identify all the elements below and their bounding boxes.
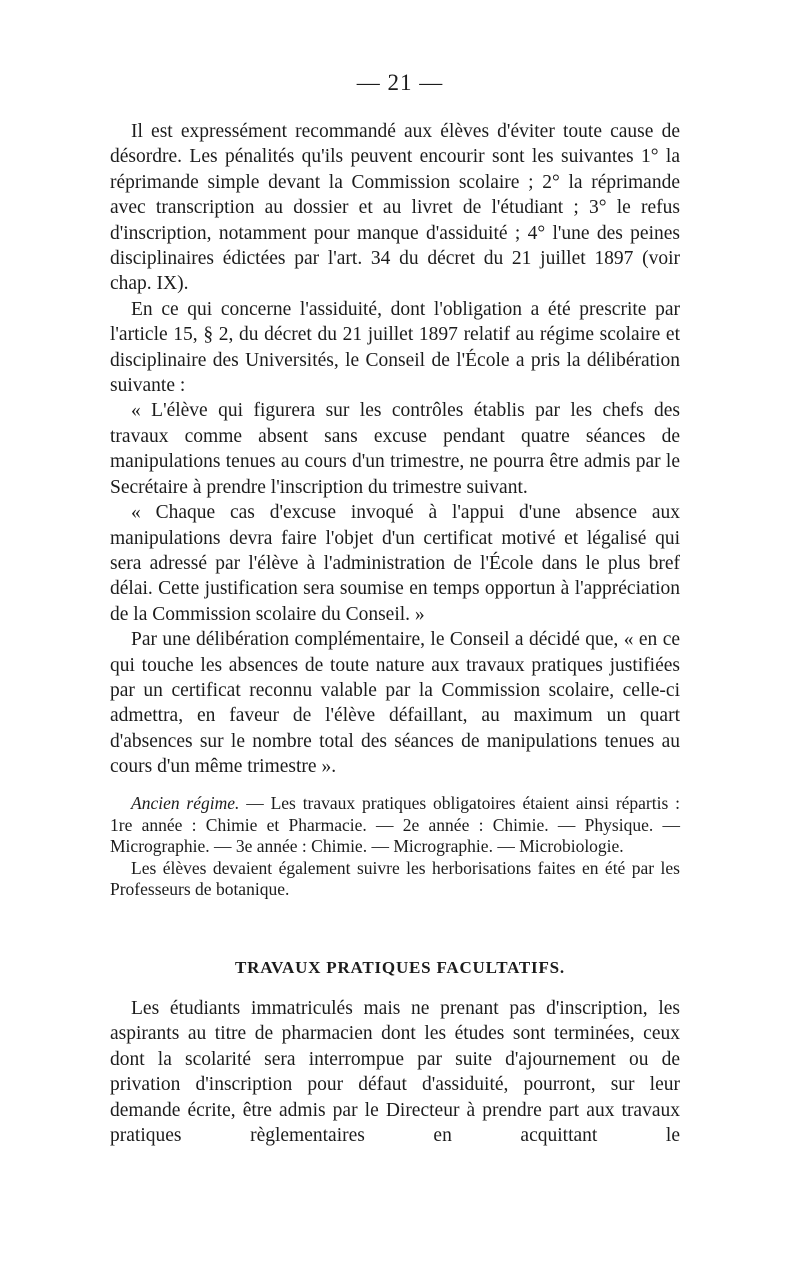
note-paragraph — [110, 793, 680, 858]
note-second-paragraph: Les élèves devaient également suivre les herborisations faites en été par les Professeurs de botanique. — [110, 857, 680, 899]
note-label: Ancien régime. — [131, 793, 240, 813]
paragraph-deliberation-quote-1: « L'élève qui figurera sur les contrôles établis par les chefs des travaux comme absent sans excuse pendant quatre séances de manipulations tenues au cours d'un trimestre, ne pourra être admis par le Secrétaire à prendre l'inscription du trimestre suivant. — [110, 400, 680, 498]
note-ancien-regime — [110, 793, 680, 901]
paragraph-penalties: Il est expressément recommandé aux élèves d'éviter toute cause de désordre. Les pénalités qu'ils peuvent encourir sont les suivantes 1° la réprimande simple devant la Commission scolaire ; 2° la réprimande avec transcription au dossier et au livret de l'étudiant ; 3° le refus d'inscription, notamment pour manque d'assiduité ; 4° l'une des peines disciplinaires édictées par l'art. 34 du décret du 21 juillet 1897 (voir chap. IX). — [110, 121, 680, 295]
section-text — [110, 996, 680, 1148]
note-text: — Les travaux pratiques obligatoires étaient ainsi répartis : 1re année : Chimie et Pharmacie. — 2e année : Chimie. — Physique. — Micrographie. — 3e année : Chimie. — Micrographie. — Microbiologie. — [110, 793, 680, 856]
paragraph-complementary: Par une délibération complémentaire, le Conseil a décidé que, « en ce qui touche les absences de toute nature aux travaux pratiques justifiées par un certificat reconnu valable par la Commission scolaire, celle-ci admettra, en faveur de l'élève défaillant, au maximum un quart d'absences sur le nombre total des séances de manipulations tenues au cours d'un même trimestre ». — [110, 629, 680, 778]
section-title: TRAVAUX PRATIQUES FACULTATIFS. — [235, 958, 565, 977]
main-text — [110, 119, 680, 780]
page-number: — 21 — — [356, 70, 444, 95]
paragraph-facultatifs: Les étudiants immatriculés mais ne prenant pas d'inscription, les aspirants au titre de pharmacien dont les études sont terminées, ceux dont la scolarité sera interrompue par suite d'ajournement ou de privation d'inscription pour défaut d'assiduité, pourront, sur leur demande écrite, être admis par le Directeur à prendre part aux travaux pratiques règlementaires en acquittant le — [110, 998, 680, 1147]
paragraph-assiduite: En ce qui concerne l'assiduité, dont l'obligation a été prescrite par l'article 15, § 2, du décret du 21 juillet 1897 relatif au régime scolaire et disciplinaire des Universités, le Conseil de l'École a pris la délibération suivante : — [110, 298, 680, 397]
paragraph-deliberation-quote-2: « Chaque cas d'excuse invoqué à l'appui d'une absence aux manipulations devra faire l'objet d'un certificat motivé et légalisé qui sera adressé par l'élève à l'administration de l'École dans le plus bref délai. Cette justification sera soumise en temps opportun à l'appréciation de la Commission scolaire du Conseil. » — [110, 502, 680, 625]
